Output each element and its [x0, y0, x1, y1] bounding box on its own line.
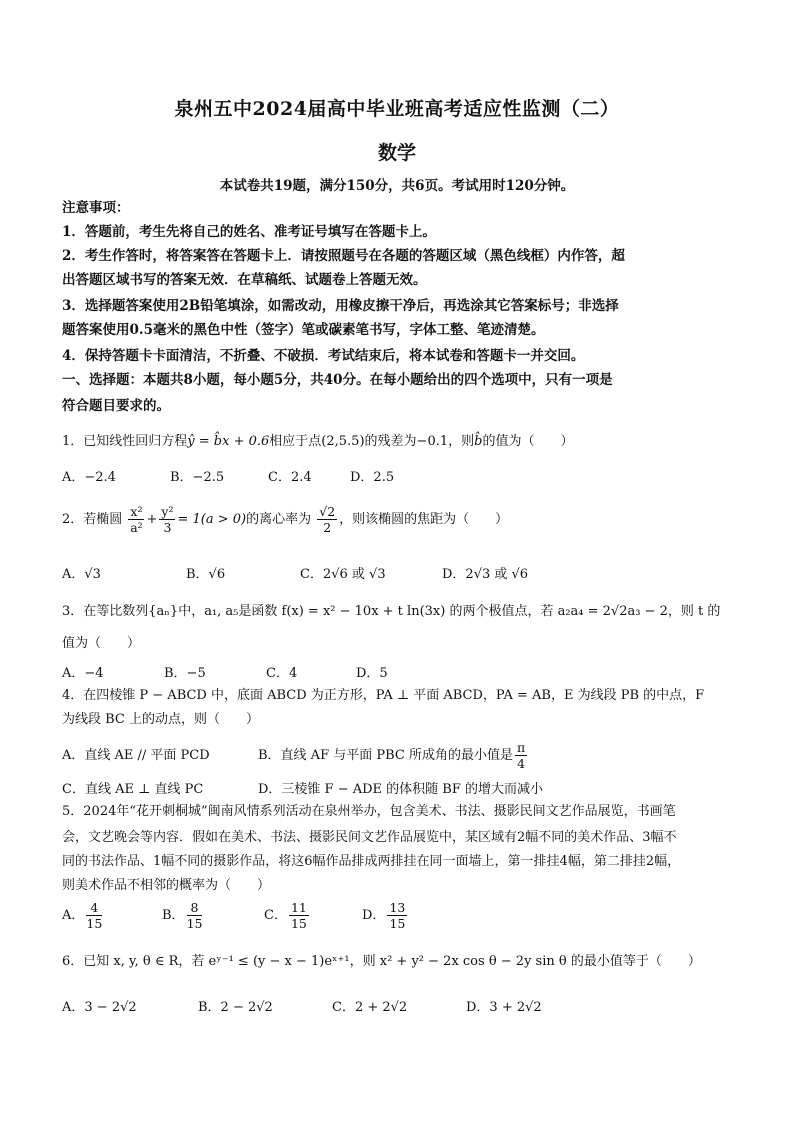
- option-c: C． $\frac{11}{15}$: [264, 900, 307, 931]
- question-3-line-1: 3．在等比数列{aₙ}中，a₁, a₅是函数 f(x) = x² − 10x + t ln(3x) 的两个极值点，若 a₂a₄ = 2√2a₃ − 2，则 t 的: [62, 604, 721, 619]
- option-a: A．−4: [62, 666, 104, 681]
- question-5-line-3: 同的书法作品、1幅不同的摄影作品，将这6幅作品排成两排挂在同一面墙上，第一排挂4幅，第二排挂2幅，: [62, 854, 681, 869]
- fraction: $\frac{\text{x²}}{\text{a²}}$: [130, 504, 143, 535]
- exam-title: 泉州五中2024届高中毕业班高考适应性监测（二）: [174, 98, 620, 120]
- question-5-line-4: 则美术作品不相邻的概率为（ ）: [62, 878, 271, 893]
- fraction: $\frac{\text{y²}}{3}$: [161, 504, 174, 535]
- option-b: B．−2.5: [170, 470, 225, 485]
- option-a: A．√3: [62, 567, 101, 582]
- option-c: C．2√6 或 √3: [300, 567, 386, 582]
- question-1-stem: 1．已知线性回归方程ŷ = b̂x + 0.6相应于点(2,5.5)的残差为−0.1，则b̂的值为（ ）: [62, 434, 574, 449]
- question-3-line-2: 值为（ ）: [62, 636, 141, 651]
- question-2-stem: 2．若椭圆 $\frac{\text{x²}}{\text{a²}}$ + $\frac{\text{y²}}{3}$ = 1(a > 0)的离心率为 $\frac{√2}{2}$ ，则该椭圆的焦距为（ ）: [62, 504, 509, 535]
- note-1: 1．答题前，考生先将自己的姓名、准考证号填写在答题卡上。: [62, 224, 436, 240]
- fraction: $\frac{\pi}{4}$: [516, 740, 526, 771]
- option-b: B．√6: [186, 567, 226, 582]
- option-b: B． $\frac{8}{15}$: [162, 900, 203, 931]
- exam-info: 本试卷共19题，满分150分，共6页。考试用时120分钟。: [219, 178, 575, 194]
- option-a: A．直线 AE // 平面 PCD: [62, 748, 210, 763]
- option-d: D．5: [356, 666, 388, 681]
- option-d: D． $\frac{13}{15}$: [362, 900, 406, 931]
- section-1-heading-line-2: 符合题目要求的。: [62, 398, 170, 414]
- section-1-heading-line-1: 一、选择题：本题共8小题，每小题5分，共40分。在每小题给出的四个选项中，只有一项是: [62, 372, 613, 388]
- option-b: B．−5: [164, 666, 206, 681]
- note-2-line-2: 出答题区域书写的答案无效．在草稿纸、试题卷上答题无效。: [62, 272, 427, 288]
- question-5-line-2: 会，文艺晚会等内容．假如在美术、书法、摄影民间文艺作品展览中，某区域有2幅不同的美术作品、3幅不: [62, 830, 677, 845]
- fraction: $\frac{√2}{2}$: [319, 504, 336, 535]
- note-4: 4．保持答题卡卡面清洁，不折叠、不破损．考试结束后，将本试卷和答题卡一并交回。: [62, 348, 585, 364]
- option-b: B．直线 AF 与平面 PBC 所成角的最小值是 $\frac{\pi}{4}$: [258, 740, 526, 771]
- option-c: C．2 + 2√2: [332, 1000, 408, 1015]
- option-d: D．2√3 或 √6: [442, 567, 529, 582]
- fraction: $\frac{13}{15}$: [389, 900, 406, 931]
- option-c: C．4: [266, 666, 298, 681]
- option-c: C．2.4: [268, 470, 312, 485]
- option-c: C．直线 AE ⊥ 直线 PC: [62, 782, 204, 797]
- option-a: A．−2.4: [62, 470, 116, 485]
- note-2-line-1: 2．考生作答时，将答案答在答题卡上．请按照题号在各题的答题区域（黑色线框）内作答，超: [62, 248, 625, 264]
- option-a: A．3 − 2√2: [62, 1000, 137, 1015]
- exam-subject: 数学: [377, 142, 416, 164]
- note-3-line-1: 3．选择题答案使用2B铅笔填涂，如需改动，用橡皮擦干净后，再选涂其它答案标号；非选择: [62, 298, 619, 314]
- option-d: D．三棱锥 F − ADE 的体积随 BF 的增大而减小: [258, 782, 544, 797]
- question-4-line-1: 4．在四棱锥 P − ABCD 中，底面 ABCD 为正方形，PA ⊥ 平面 ABCD，PA = AB，E 为线段 PB 的中点，F: [62, 688, 705, 703]
- option-d: D．3 + 2√2: [466, 1000, 542, 1015]
- question-5-line-1: 5．2024年“花开刺桐城”闽南风情系列活动在泉州举办，包含美术、书法、摄影民间文艺作品展览，书画笔: [62, 804, 676, 819]
- option-b: B．2 − 2√2: [198, 1000, 273, 1015]
- question-6-stem: 6．已知 x, y, θ ∈ R，若 eʸ⁻¹ ≤ (y − x − 1)eˣ⁺¹，则 x² + y² − 2x cos θ − 2y sin θ 的最小值等于（ ）: [62, 954, 701, 969]
- question-4-line-2: 为线段 BC 上的动点，则（ ）: [62, 712, 260, 727]
- notes-heading: 注意事项：: [62, 200, 130, 216]
- option-a: A． $\frac{4}{15}$: [62, 900, 103, 931]
- fraction: $\frac{8}{15}$: [186, 900, 203, 931]
- fraction: $\frac{4}{15}$: [86, 900, 103, 931]
- note-3-line-2: 题答案使用0.5毫米的黑色中性（签字）笔或碳素笔书写，字体工整、笔迹清楚。: [62, 322, 545, 338]
- option-d: D．2.5: [350, 470, 395, 485]
- fraction: $\frac{11}{15}$: [290, 900, 307, 931]
